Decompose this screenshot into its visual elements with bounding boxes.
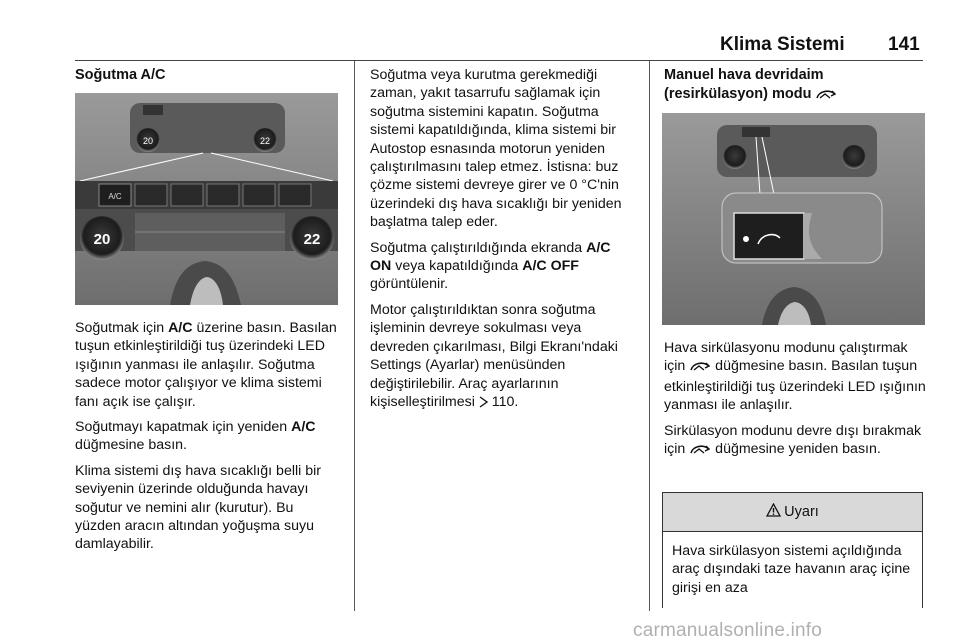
recirculation-icon: [689, 442, 711, 460]
large-right-temp: 22: [303, 231, 321, 248]
paragraph-recirc-off: Sirkülasyon modunu devre dışı bırakmak için düğmesine yeniden basın.: [664, 422, 926, 461]
warning-title: Uyarı: [784, 504, 819, 520]
warning-body: Hava sirkülasyon sistemi açıldığında araç dışındaki taze havanın araç içine girişi en aza: [672, 543, 911, 596]
ac-button-label: A/C: [108, 192, 122, 201]
page-reference-arrow-icon: [479, 395, 488, 413]
watermark: carmanualsonline.info: [633, 620, 823, 641]
warning-header: [663, 493, 922, 532]
warning-triangle-icon: [766, 503, 781, 521]
paragraph-recirc-on: Hava sirkülasyonu modunu çalıştırmak için düğmesine basın. Basılan tuşun etkinleştirildiği tuş üzerindeki LED ışığının yanması ile anlaşılır.: [664, 340, 926, 414]
column-divider-2: [649, 61, 650, 611]
paragraph-ac-off: Soğutmayı kapatmak için yeniden A/C düğmesine basın.: [75, 419, 316, 454]
page-header-title: Klima Sistemi: [720, 34, 845, 55]
recirculation-icon: [689, 359, 711, 377]
page-number: 141: [888, 34, 920, 55]
warning-box: [662, 492, 923, 608]
figure-climate-panel: [75, 93, 338, 305]
column-divider-1: [354, 61, 355, 611]
recirculation-icon: [815, 87, 837, 106]
paragraph-fuel-saving: Soğutma veya kurutma gerekmediği zaman, yakıt tasarrufu sağlamak için soğutma sistemini kapatın. Soğutma sistemi kapatıldığında, klima sistemi bir Autostop esnasında motorun yeniden çalıştırılmasını talep etmez. İstisna: buz çözme sistemi devreye girer ve 0 °C'nin üzerindeki dış hava sıcaklığı bir yeniden başlatma talep eder.: [370, 67, 622, 231]
section-heading-cooling: Soğutma A/C: [75, 67, 166, 83]
large-left-temp: 20: [93, 231, 111, 248]
figure-recirculation-button: [662, 113, 925, 325]
small-right-temp: 22: [259, 136, 271, 146]
page-reference-link[interactable]: 110: [491, 393, 515, 410]
paragraph-condensation: Klima sistemi dış hava sıcaklığı belli bir seviyenin üzerinde olduğunda havayı soğutur ve nemini alır (kurutur). Bu yüzden aracın altından yoğuşma suyu damlayabilir.: [75, 462, 322, 553]
paragraph-settings: Motor çalıştırıldıktan sonra soğutma işleminin devreye sokulması veya devreden çıkarılması, Bilgi Ekranı'ndaki Settings (Ayarlar) menüsünden değiştirilebilir. Araç ayarlarının kişiselleştirilmesi 110.: [370, 301, 634, 413]
paragraph-display-status: Soğutma çalıştırıldığında ekranda A/C ON veya kapatıldığında A/C OFF görüntülenir.: [370, 239, 611, 293]
small-left-temp: 20: [142, 136, 154, 146]
paragraph-ac-on: Soğutmak için A/C üzerine basın. Basılan tuşun etkinleştirildiği tuş üzerindeki LED ışığının yanması ile anlaşılır. Soğutma sadece motor çalışıyor ve klima sistemi fanı açık ise çalışır.: [75, 320, 337, 410]
section-heading-recirculation: Manuel hava devridaim (resirkülasyon) modu: [664, 66, 924, 106]
header-rule: [75, 60, 923, 61]
